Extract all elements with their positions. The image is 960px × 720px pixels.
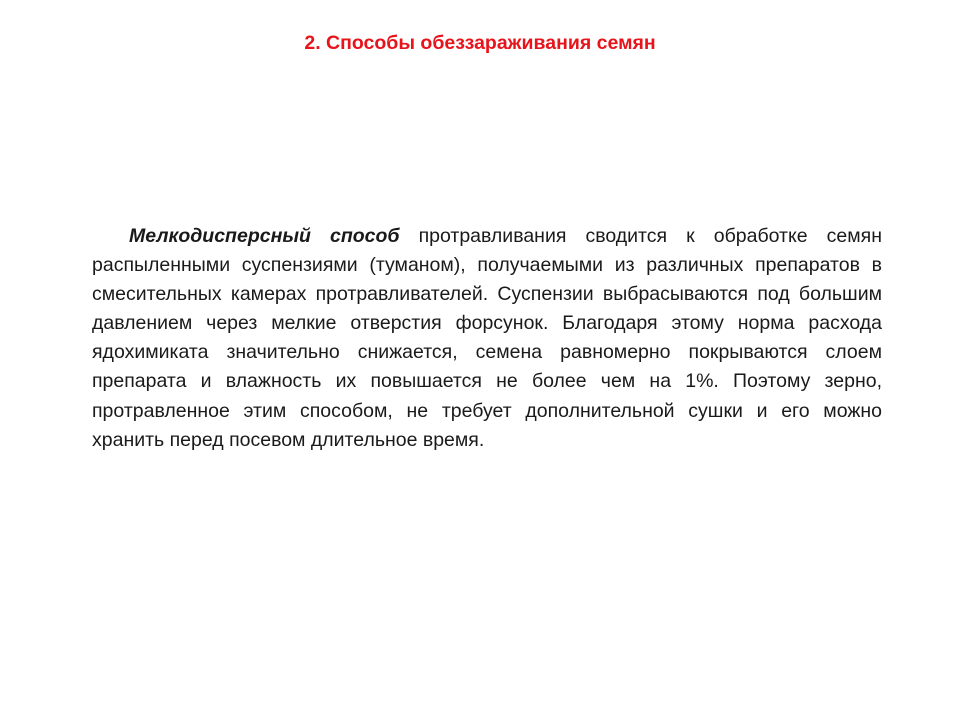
- slide-title: 2. Способы обеззараживания семян: [304, 32, 656, 54]
- paragraph-text: протравливания сводится к обработке семян распыленными суспензиями (туманом), получаемыми из различных препаратов в смесительных камерах протравливателей. Суспензии выбрасываются под большим давлением через мелкие отверстия форсунок. Благодаря этому норма расхода ядохимиката значительно снижается, семена равномерно покрываются слоем препарата и влажность их повышается не более чем на 1%. Поэтому зерно, протравленное этим способом, не требует дополнительной сушки и его можно хранить перед посевом длительное время.: [92, 225, 882, 451]
- paragraph-lead-term: Мелкодисперсный способ: [129, 225, 400, 247]
- body-paragraph: [92, 222, 882, 455]
